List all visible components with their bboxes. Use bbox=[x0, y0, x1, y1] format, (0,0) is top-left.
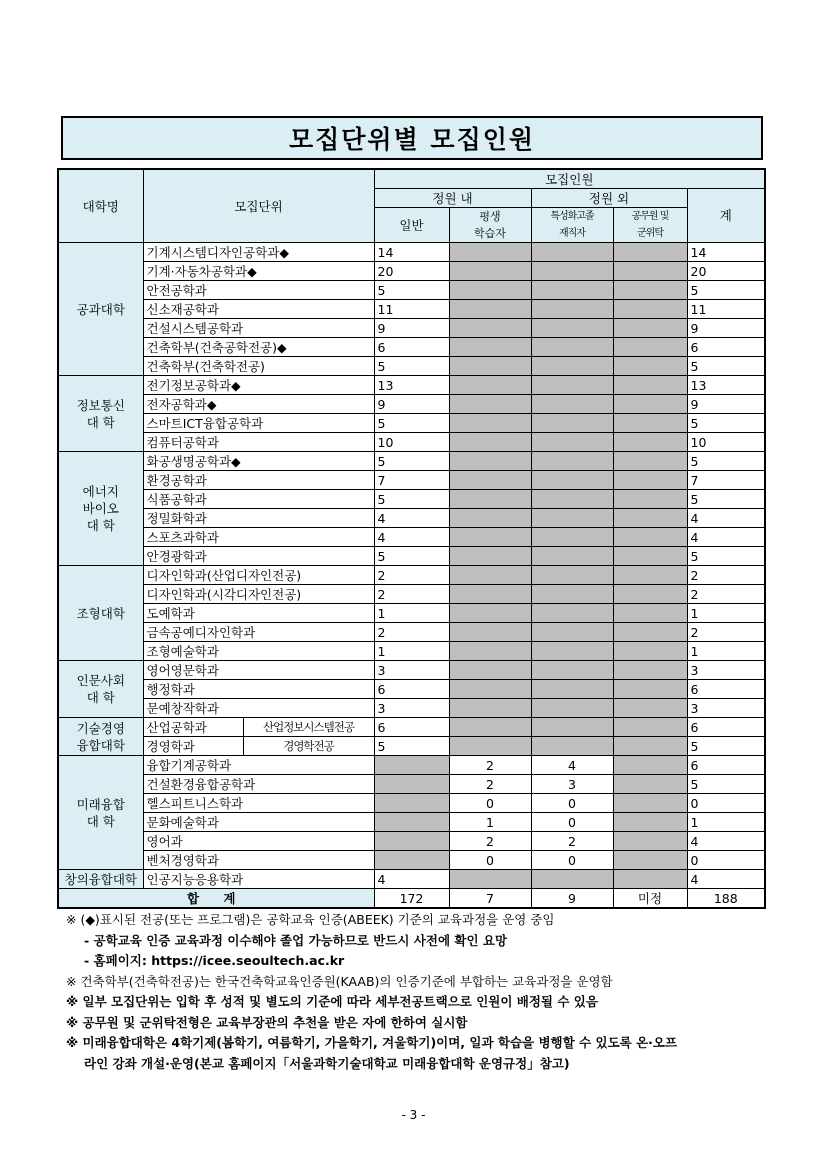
general-count: 5 bbox=[374, 490, 449, 509]
unit-name: 건설환경융합공학과 bbox=[143, 775, 374, 794]
total-count: 9 bbox=[687, 395, 765, 414]
unit-name: 스마트ICT융합공학과 bbox=[143, 414, 374, 433]
lifelong-count bbox=[449, 471, 531, 490]
college-name: 미래융합 대 학 bbox=[58, 756, 143, 870]
unit-name: 건축학부(건축학전공) bbox=[143, 357, 374, 376]
unit-name: 문예창작학과 bbox=[143, 699, 374, 718]
general-count: 5 bbox=[374, 357, 449, 376]
unit-sub-name: 산업정보시스템전공 bbox=[243, 718, 374, 737]
special-count bbox=[531, 566, 613, 585]
total-count: 11 bbox=[687, 300, 765, 319]
table-row bbox=[58, 870, 765, 889]
unit-name: 금속공예디자인학과 bbox=[143, 623, 374, 642]
college-name: 기술경영 융합대학 bbox=[58, 718, 143, 756]
general-count: 5 bbox=[374, 452, 449, 471]
total-count: 14 bbox=[687, 243, 765, 262]
lifelong-count bbox=[449, 376, 531, 395]
lifelong-count bbox=[449, 870, 531, 889]
total-count: 3 bbox=[687, 661, 765, 680]
table-row bbox=[58, 699, 765, 718]
special-count bbox=[531, 452, 613, 471]
unit-sub-name: 경영학전공 bbox=[243, 737, 374, 756]
special-count bbox=[531, 642, 613, 661]
table-row bbox=[58, 414, 765, 433]
unit-name: 안경광학과 bbox=[143, 547, 374, 566]
civil-count bbox=[613, 452, 687, 471]
civil-count bbox=[613, 794, 687, 813]
table-row bbox=[58, 623, 765, 642]
civil-count bbox=[613, 509, 687, 528]
unit-name: 기계·자동차공학과◆ bbox=[143, 262, 374, 281]
unit-name: 화공생명공학과◆ bbox=[143, 452, 374, 471]
table-row bbox=[58, 813, 765, 832]
special-count bbox=[531, 737, 613, 756]
unit-name: 디자인학과(시각디자인전공) bbox=[143, 585, 374, 604]
special-count bbox=[531, 699, 613, 718]
sum-special: 9 bbox=[531, 889, 613, 909]
civil-count bbox=[613, 395, 687, 414]
lifelong-count bbox=[449, 642, 531, 661]
lifelong-count bbox=[449, 528, 531, 547]
unit-name: 신소재공학과 bbox=[143, 300, 374, 319]
special-count bbox=[531, 395, 613, 414]
total-count: 5 bbox=[687, 490, 765, 509]
unit-name: 환경공학과 bbox=[143, 471, 374, 490]
lifelong-count bbox=[449, 490, 531, 509]
lifelong-count: 1 bbox=[449, 813, 531, 832]
note-civil: ※ 공무원 및 군위탁전형은 교육부장관의 추천을 받은 자에 한하여 실시함 bbox=[66, 1014, 468, 1030]
header-unit: 모집단위 bbox=[143, 169, 374, 243]
unit-name: 산업공학과 bbox=[143, 718, 243, 737]
lifelong-count: 0 bbox=[449, 794, 531, 813]
lifelong-count bbox=[449, 395, 531, 414]
lifelong-count bbox=[449, 604, 531, 623]
lifelong-count bbox=[449, 547, 531, 566]
unit-name: 문화예술학과 bbox=[143, 813, 374, 832]
unit-name: 조형예술학과 bbox=[143, 642, 374, 661]
total-count: 10 bbox=[687, 433, 765, 452]
college-name: 공과대학 bbox=[58, 243, 143, 376]
general-count: 6 bbox=[374, 338, 449, 357]
special-count bbox=[531, 870, 613, 889]
header-lifelong: 평생 학습자 bbox=[449, 208, 531, 243]
note-track: ※ 일부 모집단위는 입학 후 성적 및 별도의 기준에 따라 세부전공트랙으로 인원이 배정될 수 있음 bbox=[66, 994, 598, 1009]
total-count: 6 bbox=[687, 718, 765, 737]
lifelong-count: 2 bbox=[449, 775, 531, 794]
table-row bbox=[58, 490, 765, 509]
general-count: 3 bbox=[374, 699, 449, 718]
general-count: 9 bbox=[374, 319, 449, 338]
college-name: 에너지 바이오 대 학 bbox=[58, 452, 143, 566]
general-count: 4 bbox=[374, 528, 449, 547]
lifelong-count bbox=[449, 566, 531, 585]
special-count bbox=[531, 338, 613, 357]
lifelong-count bbox=[449, 281, 531, 300]
sum-lifelong: 7 bbox=[449, 889, 531, 909]
total-count: 9 bbox=[687, 319, 765, 338]
sum-label: 합 계 bbox=[58, 889, 374, 909]
civil-count bbox=[613, 832, 687, 851]
total-count: 4 bbox=[687, 832, 765, 851]
civil-count bbox=[613, 338, 687, 357]
total-count: 5 bbox=[687, 547, 765, 566]
general-count: 2 bbox=[374, 585, 449, 604]
header-total: 계 bbox=[687, 189, 765, 243]
table-row bbox=[58, 395, 765, 414]
note-future-college-cont: 라인 강좌 개설·운영(본교 홈페이지「서울과학기술대학교 미래융합대학 운영규정」참고) bbox=[84, 1055, 570, 1071]
general-count: 11 bbox=[374, 300, 449, 319]
table-row bbox=[58, 661, 765, 680]
table-row bbox=[58, 585, 765, 604]
table-row bbox=[58, 262, 765, 281]
table-row bbox=[58, 794, 765, 813]
college-name: 정보통신 대 학 bbox=[58, 376, 143, 452]
lifelong-count bbox=[449, 262, 531, 281]
special-count bbox=[531, 262, 613, 281]
table-row bbox=[58, 376, 765, 395]
table-row bbox=[58, 281, 765, 300]
general-count bbox=[374, 775, 449, 794]
special-count: 3 bbox=[531, 775, 613, 794]
admission-quota-table bbox=[57, 168, 766, 909]
page-number: - 3 - bbox=[401, 1108, 426, 1122]
lifelong-count bbox=[449, 699, 531, 718]
general-count: 13 bbox=[374, 376, 449, 395]
civil-count bbox=[613, 813, 687, 832]
special-count bbox=[531, 661, 613, 680]
general-count: 2 bbox=[374, 623, 449, 642]
lifelong-count: 2 bbox=[449, 832, 531, 851]
total-count: 1 bbox=[687, 604, 765, 623]
civil-count bbox=[613, 604, 687, 623]
lifelong-count bbox=[449, 452, 531, 471]
total-count: 5 bbox=[687, 452, 765, 471]
civil-count bbox=[613, 357, 687, 376]
unit-name: 인공지능응용학과 bbox=[143, 870, 374, 889]
civil-count bbox=[613, 300, 687, 319]
page-title: 모집단위별 모집인원 bbox=[61, 116, 763, 160]
general-count: 20 bbox=[374, 262, 449, 281]
unit-name: 헬스피트니스학과 bbox=[143, 794, 374, 813]
notes-section bbox=[66, 910, 766, 1074]
civil-count bbox=[613, 281, 687, 300]
special-count bbox=[531, 376, 613, 395]
total-count: 4 bbox=[687, 528, 765, 547]
table-row bbox=[58, 319, 765, 338]
general-count bbox=[374, 851, 449, 870]
special-count bbox=[531, 528, 613, 547]
special-count bbox=[531, 281, 613, 300]
table-row bbox=[58, 604, 765, 623]
total-count: 13 bbox=[687, 376, 765, 395]
general-count: 3 bbox=[374, 661, 449, 680]
civil-count bbox=[613, 775, 687, 794]
civil-count bbox=[613, 243, 687, 262]
special-count bbox=[531, 357, 613, 376]
note-homepage: - 홈페이지: https://icee.seoultech.ac.kr bbox=[84, 953, 345, 968]
civil-count bbox=[613, 528, 687, 547]
table-row bbox=[58, 851, 765, 870]
general-count: 5 bbox=[374, 737, 449, 756]
total-count: 1 bbox=[687, 813, 765, 832]
civil-count bbox=[613, 756, 687, 775]
sum-row bbox=[58, 889, 765, 909]
lifelong-count bbox=[449, 680, 531, 699]
civil-count bbox=[613, 471, 687, 490]
civil-count bbox=[613, 547, 687, 566]
unit-name: 식품공학과 bbox=[143, 490, 374, 509]
note-future-college: ※ 미래융합대학은 4학기제(봄학기, 여름학기, 가을학기, 겨울학기)이며, 일과 학습을 병행할 수 있도록 온·오프 bbox=[66, 1035, 678, 1050]
general-count: 1 bbox=[374, 604, 449, 623]
table-row bbox=[58, 471, 765, 490]
general-count: 10 bbox=[374, 433, 449, 452]
note-abeek-required: - 공학교육 인증 교육과정 이수해야 졸업 가능하므로 반드시 사전에 확인 요망 bbox=[84, 932, 508, 948]
header-civil: 공무원 및 군위탁 bbox=[613, 208, 687, 243]
civil-count bbox=[613, 680, 687, 699]
unit-name: 벤처경영학과 bbox=[143, 851, 374, 870]
total-count: 5 bbox=[687, 281, 765, 300]
general-count: 6 bbox=[374, 680, 449, 699]
total-count: 4 bbox=[687, 509, 765, 528]
civil-count bbox=[613, 490, 687, 509]
special-count bbox=[531, 471, 613, 490]
table-row bbox=[58, 756, 765, 775]
total-count: 2 bbox=[687, 585, 765, 604]
total-count: 3 bbox=[687, 699, 765, 718]
special-count: 2 bbox=[531, 832, 613, 851]
civil-count bbox=[613, 737, 687, 756]
college-name: 창의융합대학 bbox=[58, 870, 143, 889]
table-row bbox=[58, 528, 765, 547]
total-count: 5 bbox=[687, 737, 765, 756]
special-count bbox=[531, 490, 613, 509]
header-general: 일반 bbox=[374, 208, 449, 243]
table-row bbox=[58, 832, 765, 851]
table-row bbox=[58, 509, 765, 528]
special-count: 0 bbox=[531, 851, 613, 870]
general-count bbox=[374, 794, 449, 813]
special-count: 4 bbox=[531, 756, 613, 775]
lifelong-count bbox=[449, 300, 531, 319]
lifelong-count bbox=[449, 509, 531, 528]
unit-name: 디자인학과(산업디자인전공) bbox=[143, 566, 374, 585]
civil-count bbox=[613, 642, 687, 661]
table-row bbox=[58, 642, 765, 661]
unit-name: 안전공학과 bbox=[143, 281, 374, 300]
civil-count bbox=[613, 376, 687, 395]
unit-name: 행정학과 bbox=[143, 680, 374, 699]
total-count: 2 bbox=[687, 623, 765, 642]
note-kaab: ※ 건축학부(건축학전공)는 한국건축학교육인증원(KAAB)의 인증기준에 부합하는 교육과정을 운영함 bbox=[66, 973, 613, 989]
special-count bbox=[531, 300, 613, 319]
general-count: 9 bbox=[374, 395, 449, 414]
civil-count bbox=[613, 661, 687, 680]
special-count bbox=[531, 414, 613, 433]
civil-count bbox=[613, 718, 687, 737]
sum-total: 188 bbox=[687, 889, 765, 909]
lifelong-count bbox=[449, 661, 531, 680]
special-count bbox=[531, 547, 613, 566]
table-row bbox=[58, 433, 765, 452]
unit-name: 스포츠과학과 bbox=[143, 528, 374, 547]
table-row bbox=[58, 718, 765, 737]
general-count: 7 bbox=[374, 471, 449, 490]
general-count: 6 bbox=[374, 718, 449, 737]
special-count bbox=[531, 433, 613, 452]
table-row bbox=[58, 452, 765, 471]
general-count: 14 bbox=[374, 243, 449, 262]
special-count bbox=[531, 623, 613, 642]
header-inside: 정원 내 bbox=[374, 189, 531, 208]
civil-count bbox=[613, 870, 687, 889]
lifelong-count bbox=[449, 357, 531, 376]
special-count: 0 bbox=[531, 813, 613, 832]
unit-name: 정밀화학과 bbox=[143, 509, 374, 528]
civil-count bbox=[613, 414, 687, 433]
special-count: 0 bbox=[531, 794, 613, 813]
general-count: 2 bbox=[374, 566, 449, 585]
general-count: 4 bbox=[374, 509, 449, 528]
total-count: 20 bbox=[687, 262, 765, 281]
general-count: 5 bbox=[374, 281, 449, 300]
special-count bbox=[531, 319, 613, 338]
table-row bbox=[58, 300, 765, 319]
lifelong-count bbox=[449, 433, 531, 452]
civil-count bbox=[613, 566, 687, 585]
lifelong-count bbox=[449, 585, 531, 604]
table-row bbox=[58, 737, 765, 756]
lifelong-count bbox=[449, 718, 531, 737]
sum-civil: 미정 bbox=[613, 889, 687, 909]
header-outside: 정원 외 bbox=[531, 189, 687, 208]
header-quota: 모집인원 bbox=[374, 169, 765, 189]
total-count: 7 bbox=[687, 471, 765, 490]
unit-name: 영어영문학과 bbox=[143, 661, 374, 680]
total-count: 2 bbox=[687, 566, 765, 585]
total-count: 5 bbox=[687, 775, 765, 794]
general-count: 5 bbox=[374, 414, 449, 433]
unit-name: 도예학과 bbox=[143, 604, 374, 623]
special-count bbox=[531, 680, 613, 699]
total-count: 5 bbox=[687, 357, 765, 376]
total-count: 5 bbox=[687, 414, 765, 433]
special-count bbox=[531, 509, 613, 528]
special-count bbox=[531, 604, 613, 623]
civil-count bbox=[613, 319, 687, 338]
total-count: 6 bbox=[687, 756, 765, 775]
special-count bbox=[531, 718, 613, 737]
general-count bbox=[374, 813, 449, 832]
lifelong-count bbox=[449, 414, 531, 433]
general-count: 4 bbox=[374, 870, 449, 889]
header-special: 특성화고졸 재직자 bbox=[531, 208, 613, 243]
special-count bbox=[531, 585, 613, 604]
table-row bbox=[58, 680, 765, 699]
total-count: 6 bbox=[687, 338, 765, 357]
lifelong-count: 2 bbox=[449, 756, 531, 775]
lifelong-count bbox=[449, 338, 531, 357]
civil-count bbox=[613, 699, 687, 718]
total-count: 6 bbox=[687, 680, 765, 699]
college-name: 인문사회 대 학 bbox=[58, 661, 143, 718]
table-row bbox=[58, 566, 765, 585]
lifelong-count bbox=[449, 623, 531, 642]
table-row bbox=[58, 357, 765, 376]
general-count bbox=[374, 832, 449, 851]
table-row bbox=[58, 243, 765, 262]
unit-name: 전자공학과◆ bbox=[143, 395, 374, 414]
lifelong-count bbox=[449, 243, 531, 262]
total-count: 1 bbox=[687, 642, 765, 661]
general-count bbox=[374, 756, 449, 775]
unit-name: 전기정보공학과◆ bbox=[143, 376, 374, 395]
note-abeek: ※ (◆)표시된 전공(또는 프로그램)은 공학교육 인증(ABEEK) 기준의 교육과정을 운영 중임 bbox=[66, 912, 555, 927]
lifelong-count: 0 bbox=[449, 851, 531, 870]
lifelong-count bbox=[449, 737, 531, 756]
table-row bbox=[58, 775, 765, 794]
header-college: 대학명 bbox=[58, 169, 143, 243]
table-row bbox=[58, 547, 765, 566]
unit-name: 컴퓨터공학과 bbox=[143, 433, 374, 452]
general-count: 5 bbox=[374, 547, 449, 566]
unit-name: 건설시스템공학과 bbox=[143, 319, 374, 338]
civil-count bbox=[613, 262, 687, 281]
unit-name: 영어과 bbox=[143, 832, 374, 851]
table-row bbox=[58, 338, 765, 357]
civil-count bbox=[613, 851, 687, 870]
civil-count bbox=[613, 433, 687, 452]
unit-name: 기계시스템디자인공학과◆ bbox=[143, 243, 374, 262]
special-count bbox=[531, 243, 613, 262]
total-count: 4 bbox=[687, 870, 765, 889]
civil-count bbox=[613, 585, 687, 604]
sum-general: 172 bbox=[374, 889, 449, 909]
general-count: 1 bbox=[374, 642, 449, 661]
unit-name: 건축학부(건축공학전공)◆ bbox=[143, 338, 374, 357]
civil-count bbox=[613, 623, 687, 642]
unit-name: 융합기계공학과 bbox=[143, 756, 374, 775]
unit-name: 경영학과 bbox=[143, 737, 243, 756]
total-count: 0 bbox=[687, 794, 765, 813]
lifelong-count bbox=[449, 319, 531, 338]
total-count: 0 bbox=[687, 851, 765, 870]
college-name: 조형대학 bbox=[58, 566, 143, 661]
